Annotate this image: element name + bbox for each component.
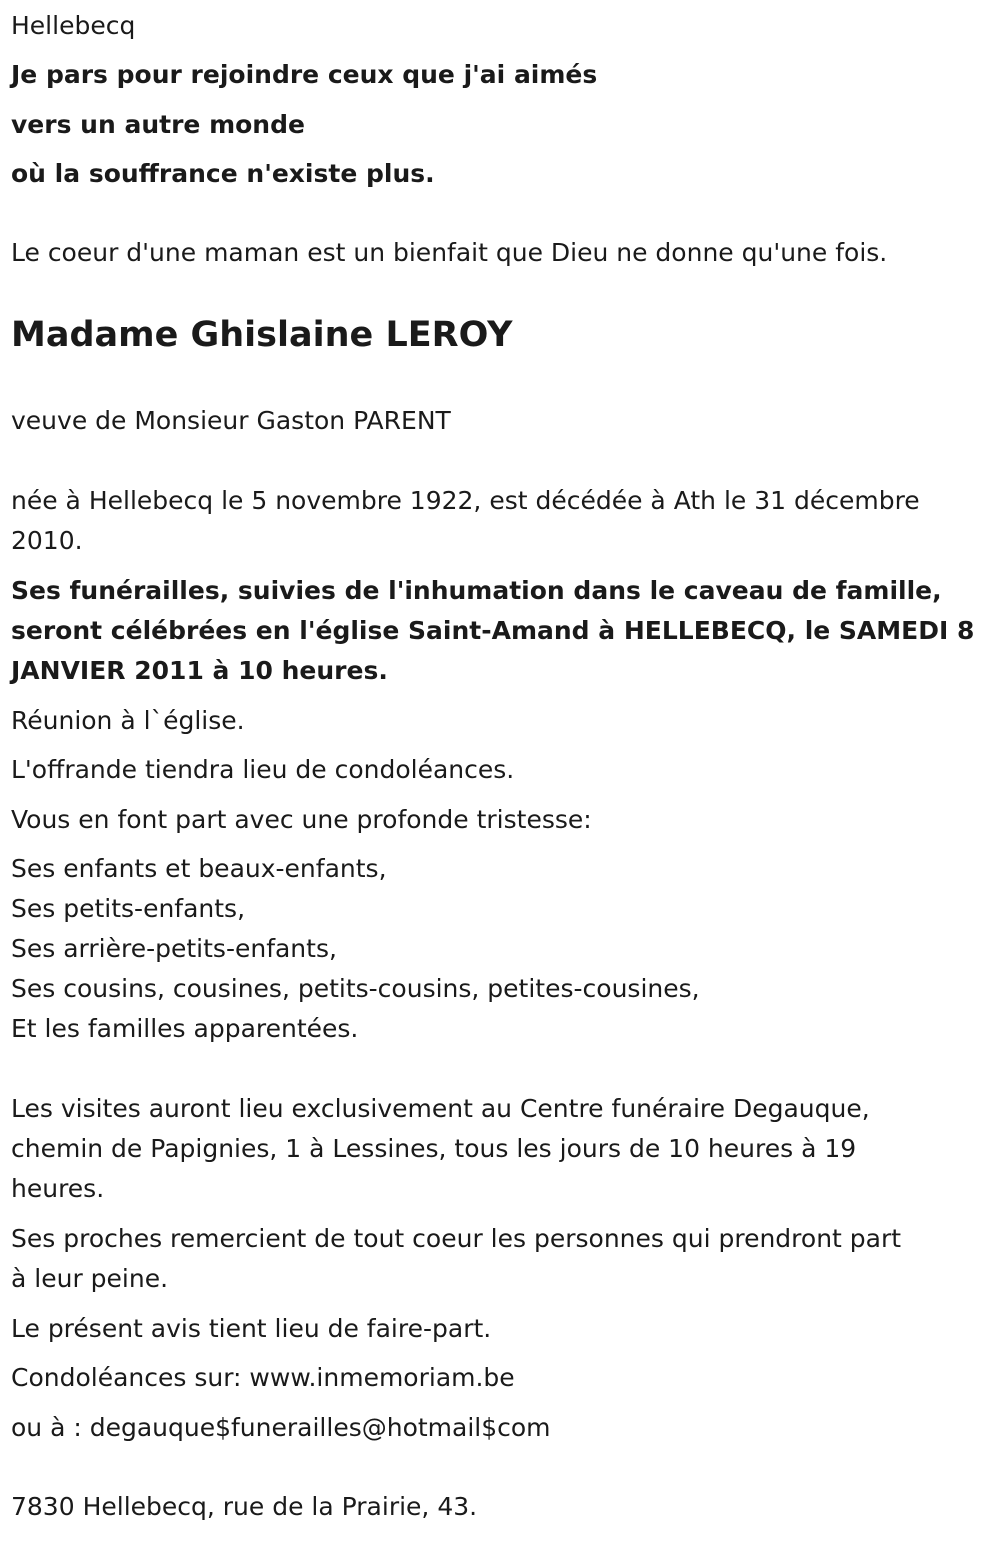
quote: Le coeur d'une maman est un bienfait que Dieu ne donne qu'une fois. [11,238,888,267]
visits-line: chemin de Papignies, 1 à Lessines, tous les jours de 10 heures à 19 [11,1134,857,1163]
thanks-line: à leur peine. [11,1264,169,1293]
condolences-email: ou à : degauque$funerailles@hotmail$com [11,1413,551,1442]
birth-death-line: née à Hellebecq le 5 novembre 1922, est décédée à Ath le 31 décembre [11,486,920,515]
address-line: 7830 Hellebecq, rue de la Prairie, 43. [11,1492,478,1521]
poem-line: où la souffrance n'existe plus. [11,159,435,188]
birth-death-line: 2010. [11,526,83,555]
family-member: Ses petits-enfants, [11,894,246,923]
family-member: Et les familles apparentées. [11,1014,359,1043]
offering-line: L'offrande tiendra lieu de condoléances. [11,755,515,784]
family-intro: Vous en font part avec une profonde tristesse: [11,805,592,834]
poem-line: vers un autre monde [11,110,305,139]
family-member: Ses arrière-petits-enfants, [11,934,337,963]
thanks-line: Ses proches remercient de tout coeur les personnes qui prendront part [11,1224,902,1253]
visits-line: Les visites auront lieu exclusivement au Centre funéraire Degauque, [11,1094,870,1123]
header-town: Hellebecq [11,11,136,40]
meeting-line: Réunion à l`église. [11,706,245,735]
family-member: Ses cousins, cousines, petits-cousins, petites-cousines, [11,974,700,1003]
funeral-line: JANVIER 2011 à 10 heures. [11,656,388,685]
visits-line: heures. [11,1174,105,1203]
poem-line: Je pars pour rejoindre ceux que j'ai aimés [11,60,598,89]
condolences-website: Condoléances sur: www.inmemoriam.be [11,1363,515,1392]
notice-line: Le présent avis tient lieu de faire-part. [11,1314,492,1343]
funeral-line: Ses funérailles, suivies de l'inhumation dans le caveau de famille, [11,576,942,605]
deceased-name: Madame Ghislaine LEROY [11,315,513,355]
family-member: Ses enfants et beaux-enfants, [11,854,387,883]
spouse-line: veuve de Monsieur Gaston PARENT [11,406,451,435]
funeral-line: seront célébrées en l'église Saint-Amand à HELLEBECQ, le SAMEDI 8 [11,616,975,645]
